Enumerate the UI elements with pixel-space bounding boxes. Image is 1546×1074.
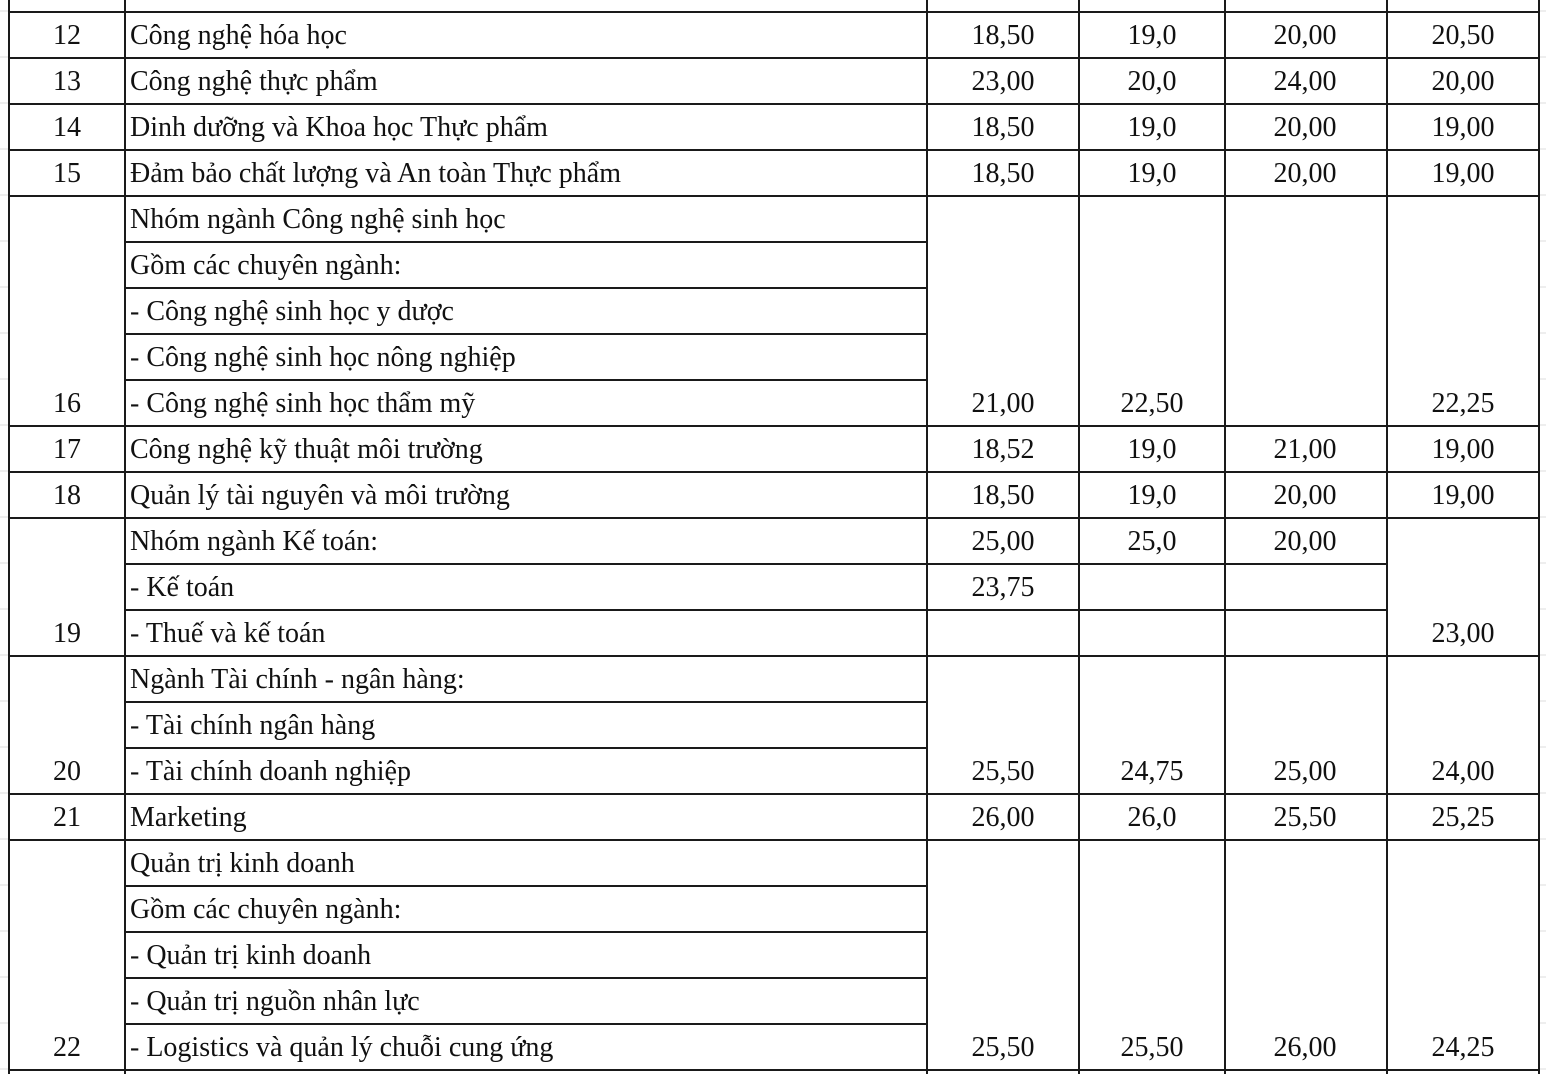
cell-border-v <box>124 471 126 519</box>
program-name[interactable]: - Logistics và quản lý chuỗi cung ứng <box>130 1032 554 1063</box>
score-cell[interactable]: 22,25 <box>1431 388 1495 419</box>
program-name[interactable]: - Thuế và kế toán <box>130 618 326 649</box>
program-name[interactable]: Quản trị kinh doanh <box>130 848 355 879</box>
score-cell[interactable]: 24,00 <box>1431 756 1495 787</box>
cell-border-v <box>1538 793 1540 841</box>
row-number: 16 <box>53 388 81 419</box>
score-cell[interactable]: 25,25 <box>1431 802 1495 833</box>
program-name[interactable]: Nhóm ngành Công nghệ sinh học <box>130 204 506 235</box>
score-cell[interactable]: 25,00 <box>1273 756 1337 787</box>
score-cell[interactable]: 21,00 <box>971 388 1035 419</box>
score-cell[interactable]: 25,50 <box>1120 1032 1184 1063</box>
program-name[interactable]: Nhóm ngành Kế toán: <box>130 526 379 557</box>
score-cell[interactable]: 18,50 <box>971 158 1035 189</box>
program-name[interactable]: - Công nghệ sinh học thẩm mỹ <box>130 388 476 419</box>
cell-border-v <box>124 839 126 1071</box>
score-cell[interactable]: 26,00 <box>1273 1032 1337 1063</box>
row-number: 15 <box>53 158 81 189</box>
program-name[interactable]: Quản lý tài nguyên và môi trường <box>130 480 510 511</box>
cell-border-v <box>124 793 126 841</box>
score-cell[interactable]: 20,00 <box>1431 66 1495 97</box>
cell-border-v <box>124 425 126 473</box>
score-cell[interactable]: 23,75 <box>971 572 1035 603</box>
score-cell[interactable]: 20,00 <box>1273 20 1337 51</box>
program-name[interactable]: - Quản trị kinh doanh <box>130 940 372 971</box>
score-cell[interactable]: 19,0 <box>1127 112 1177 143</box>
cell-border-v <box>124 517 126 657</box>
cell-border-v <box>1538 517 1540 657</box>
program-name[interactable]: Gồm các chuyên ngành: <box>130 894 402 925</box>
score-cell[interactable]: 23,00 <box>1431 618 1495 649</box>
row-number: 18 <box>53 480 81 511</box>
cell-border-v <box>124 195 126 427</box>
score-cell[interactable]: 18,50 <box>971 20 1035 51</box>
cell-border-v <box>1538 11 1540 59</box>
program-name[interactable]: - Quản trị nguồn nhân lực <box>130 986 420 1017</box>
score-cell[interactable]: 19,00 <box>1431 158 1495 189</box>
score-cell[interactable]: 20,00 <box>1273 158 1337 189</box>
program-name[interactable]: - Kế toán <box>130 572 235 603</box>
program-name[interactable]: - Tài chính doanh nghiệp <box>130 756 411 787</box>
row-number: 12 <box>53 20 81 51</box>
score-cell[interactable]: 23,00 <box>971 66 1035 97</box>
cell-border-v <box>1538 57 1540 105</box>
score-cell[interactable]: 19,0 <box>1127 434 1177 465</box>
cell-border-v <box>1538 103 1540 151</box>
score-cell[interactable]: 21,00 <box>1273 434 1337 465</box>
cell-border-v <box>1538 149 1540 197</box>
score-cell[interactable]: 25,0 <box>1127 526 1177 557</box>
cell-border-v <box>124 103 126 151</box>
cell-border-h <box>926 609 1388 611</box>
program-name[interactable]: Ngành Tài chính - ngân hàng: <box>130 664 465 695</box>
score-cell[interactable]: 22,50 <box>1120 388 1184 419</box>
score-cell[interactable]: 19,0 <box>1127 480 1177 511</box>
program-name[interactable]: Đảm bảo chất lượng và An toàn Thực phẩm <box>130 158 621 189</box>
cell-border-v <box>124 11 126 59</box>
score-cell[interactable]: 19,00 <box>1431 112 1495 143</box>
cell-border-v <box>1538 195 1540 427</box>
row-number: 22 <box>53 1032 81 1063</box>
score-cell[interactable]: 25,50 <box>971 756 1035 787</box>
program-name[interactable]: - Công nghệ sinh học nông nghiệp <box>130 342 516 373</box>
score-cell[interactable]: 19,0 <box>1127 158 1177 189</box>
score-cell[interactable]: 19,00 <box>1431 480 1495 511</box>
score-cell[interactable]: 24,25 <box>1431 1032 1495 1063</box>
score-cell[interactable]: 20,00 <box>1273 480 1337 511</box>
score-cell[interactable]: 25,50 <box>1273 802 1337 833</box>
score-cell[interactable]: 24,00 <box>1273 66 1337 97</box>
program-name[interactable]: Công nghệ kỹ thuật môi trường <box>130 434 483 465</box>
cell-border-h <box>926 563 1388 565</box>
score-cell[interactable]: 25,50 <box>971 1032 1035 1063</box>
row-number: 21 <box>53 802 81 833</box>
score-cell[interactable]: 19,00 <box>1431 434 1495 465</box>
program-name[interactable]: Công nghệ thực phẩm <box>130 66 378 97</box>
score-cell[interactable]: 19,0 <box>1127 20 1177 51</box>
cell-border-v <box>124 655 126 795</box>
program-name[interactable]: - Tài chính ngân hàng <box>130 710 376 741</box>
score-cell[interactable]: 20,00 <box>1273 112 1337 143</box>
row-number: 13 <box>53 66 81 97</box>
cell-border-h <box>8 1069 1540 1071</box>
score-cell[interactable]: 20,50 <box>1431 20 1495 51</box>
cell-border-v <box>124 149 126 197</box>
program-name[interactable]: Gồm các chuyên ngành: <box>130 250 402 281</box>
cell-border-v <box>1538 839 1540 1071</box>
score-cell[interactable]: 20,0 <box>1127 66 1177 97</box>
score-cell[interactable] <box>1226 379 1384 425</box>
score-cell[interactable]: 26,00 <box>971 802 1035 833</box>
score-cell[interactable]: 20,00 <box>1273 526 1337 557</box>
cell-border-v <box>1538 471 1540 519</box>
score-cell[interactable]: 18,50 <box>971 480 1035 511</box>
cell-border-v <box>1538 425 1540 473</box>
row-number: 19 <box>53 618 81 649</box>
row-number: 20 <box>53 756 81 787</box>
program-name[interactable]: Công nghệ hóa học <box>130 20 347 51</box>
cell-border-v <box>124 57 126 105</box>
score-cell[interactable]: 18,50 <box>971 112 1035 143</box>
score-cell[interactable]: 24,75 <box>1120 756 1184 787</box>
program-name[interactable]: Marketing <box>130 802 247 833</box>
cell-border-v <box>1538 655 1540 795</box>
score-cell[interactable]: 25,00 <box>971 526 1035 557</box>
program-name[interactable]: - Công nghệ sinh học y dược <box>130 296 454 327</box>
row-number: 17 <box>53 434 81 465</box>
row-number: 14 <box>53 112 81 143</box>
score-cell[interactable]: 18,52 <box>971 434 1035 465</box>
score-cell[interactable]: 26,0 <box>1127 802 1177 833</box>
program-name[interactable]: Dinh dưỡng và Khoa học Thực phẩm <box>130 112 548 143</box>
